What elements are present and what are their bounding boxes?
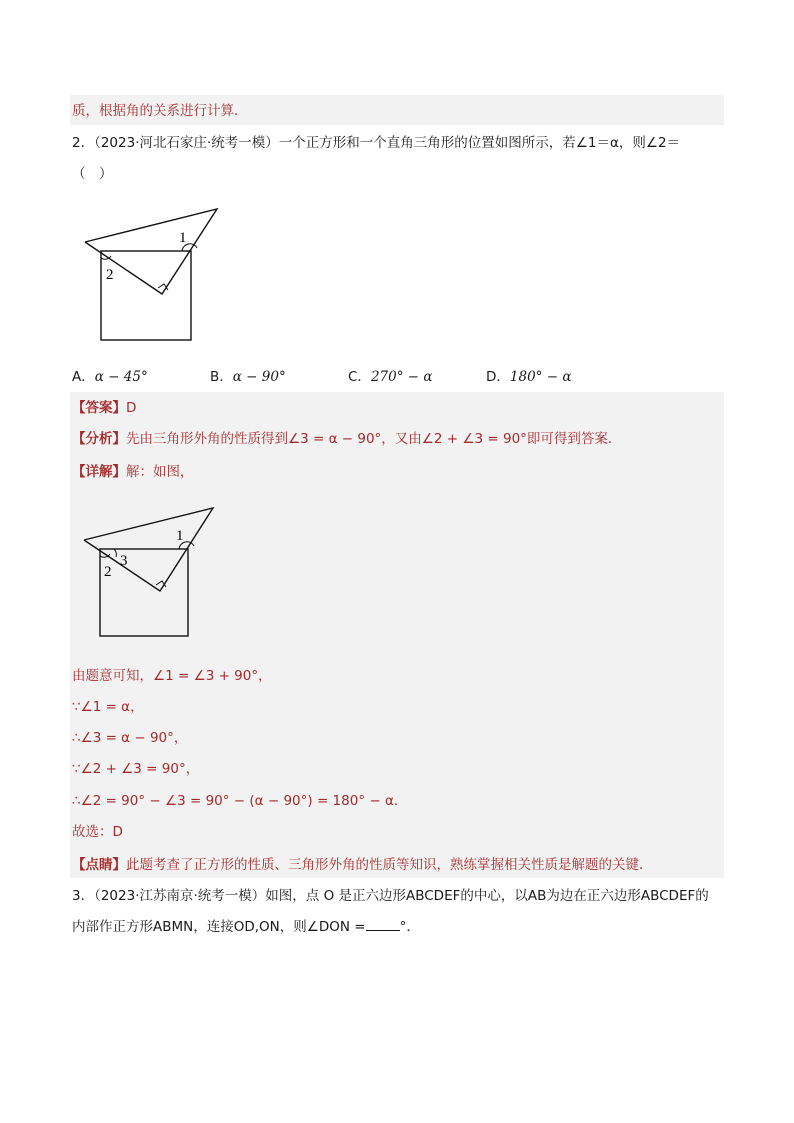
option-b-value: α − 90°	[232, 369, 286, 385]
option-d[interactable]	[486, 368, 571, 386]
step-6: 故选：D	[72, 824, 123, 840]
analysis-line	[72, 430, 621, 448]
right-angle-mark	[158, 284, 168, 290]
option-a-label: A．	[72, 369, 95, 385]
step-1: 由题意可知，∠1 = ∠3 + 90°，	[72, 668, 272, 684]
detail-text: 解：如图，	[126, 464, 194, 480]
answer-line	[72, 399, 136, 417]
q3-stem-text: 内部作正方形ABMN，连接OD,ON，则∠DON =	[72, 919, 366, 935]
step-2: ∵∠1 = α，	[72, 699, 144, 715]
analysis-text: 先由三角形外角的性质得到∠3 = α − 90°，又由∠2 + ∠3 = 90°即可得到答案．	[126, 431, 622, 447]
angle1-label: 1	[176, 528, 184, 544]
detail-line	[72, 463, 194, 481]
q2-stem-line2: （ ）	[72, 166, 113, 182]
step-5: ∴∠2 = 90° − ∠3 = 90° − (α − 90°) = 180° − α．	[72, 793, 408, 809]
q3-stem-line2	[72, 918, 420, 936]
answer-blank[interactable]	[366, 918, 400, 931]
square	[101, 251, 191, 340]
angle2-label: 2	[104, 564, 112, 580]
option-a[interactable]	[72, 368, 148, 386]
step-4: ∵∠2 + ∠3 = 90°，	[72, 761, 200, 777]
step-3: ∴∠3 = α − 90°，	[72, 730, 188, 746]
option-c-value: 270° − α	[370, 369, 433, 385]
detail-tag: 【详解】	[72, 464, 126, 480]
angle3-label: 3	[120, 553, 128, 569]
q2-figure	[78, 200, 228, 350]
q3-stem-suffix: °．	[399, 919, 420, 935]
option-c[interactable]	[348, 368, 432, 386]
angle2-label: 2	[106, 267, 114, 283]
square	[100, 549, 188, 636]
option-d-label: D．	[486, 369, 510, 385]
intro-tail: 质，根据角的关系进行计算．	[72, 103, 248, 119]
analysis-tag: 【分析】	[72, 431, 126, 447]
answer-tag: 【答案】	[72, 400, 126, 416]
option-b[interactable]	[210, 368, 286, 386]
comment-tag: 【点睛】	[72, 857, 126, 873]
option-a-value: α − 45°	[94, 369, 148, 385]
detail-figure	[76, 500, 222, 646]
angle3-arc	[114, 549, 116, 557]
q3-stem-line1: 3．（2023·江苏南京·统考一模）如图，点 O 是正六边形ABCDEF的中心，以AB为边在正六边形ABCDEF的	[72, 888, 709, 904]
option-d-value: 180° − α	[509, 369, 572, 385]
angle1-label: 1	[179, 230, 187, 246]
comment-line	[72, 856, 653, 874]
answer-text: D	[126, 400, 137, 416]
q2-stem-line1: 2．（2023·河北石家庄·统考一模）一个正方形和一个直角三角形的位置如图所示，若∠1＝α，则∠2＝	[72, 135, 681, 151]
right-angle-mark	[156, 581, 166, 587]
option-b-label: B．	[210, 369, 233, 385]
comment-text: 此题考查了正方形的性质、三角形外角的性质等知识，熟练掌握相关性质是解题的关键．	[126, 857, 653, 873]
option-c-label: C．	[348, 369, 371, 385]
